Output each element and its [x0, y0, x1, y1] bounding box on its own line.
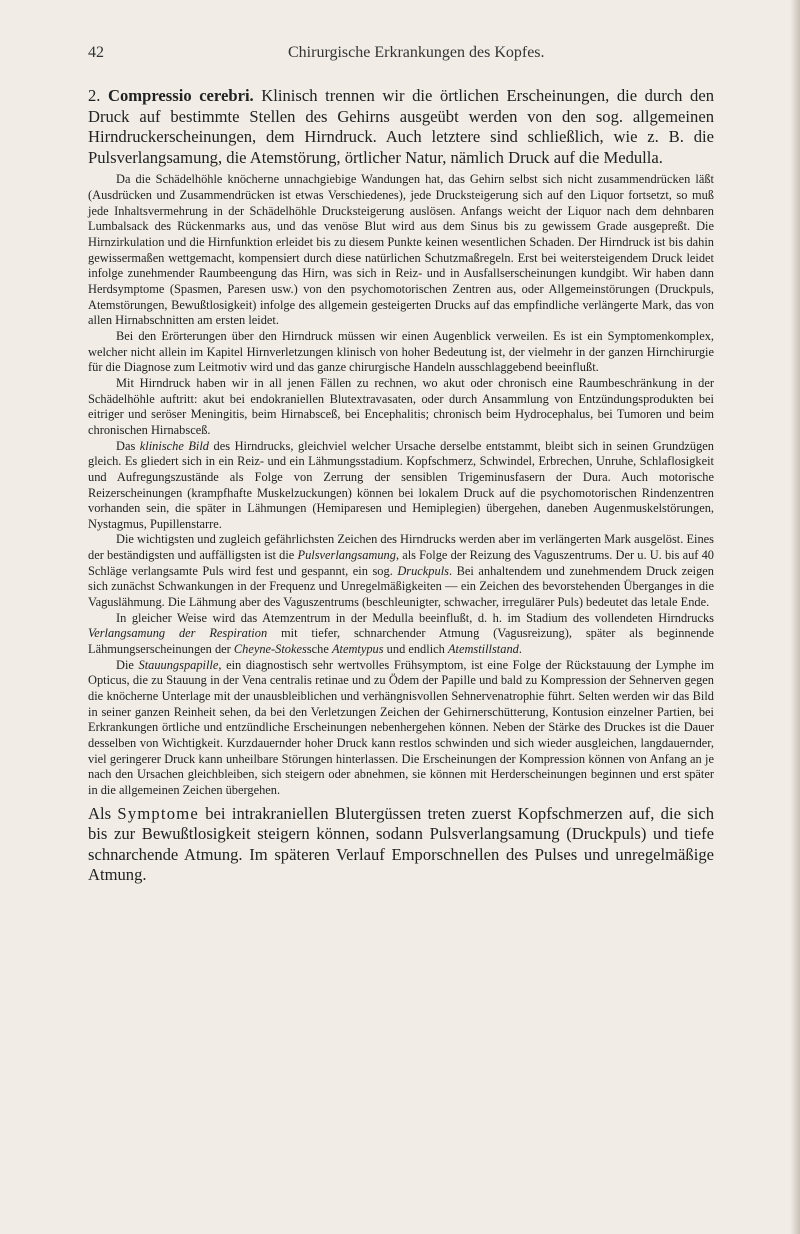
p5-term-pulsverlangsamung: Pulsverlangsamung [297, 548, 396, 563]
closing-lead: Als [88, 803, 118, 823]
p6-b: mit tiefer, schnarchender Atmung (Vagusreizung), später als beginnende Lähmungserscheinungen der [88, 626, 714, 657]
page-number: 42 [88, 44, 104, 61]
p6-term-cheyne-stokes: Cheyne-Stokes [233, 642, 307, 657]
section-intro-paragraph [88, 86, 714, 168]
small-print-block [88, 172, 714, 798]
p6-term-atemtypus: Atemtypus [331, 642, 384, 657]
p5-term-druckpuls: Druckpuls [397, 563, 449, 578]
section-intro-text: Klinisch trennen wir die örtlichen Erscheinungen, die durch den Druck auf bestimmte Stellen des Gehirns ausgeübt werden von den sog. allgemeinen Hirndruckerscheinungen, dem Hirndruck. Auch letztere sind schließlich, wie z. B. die Pulsverlangsamung, die Atemstörung, örtlicher Natur, nämlich Druck auf die Medulla. [88, 86, 714, 167]
paragraph-2: Bei den Erörterungen über den Hirndruck müssen wir einen Augenblick verweilen. Es ist ein Symptomenkomplex, welcher nicht allein im Kapitel Hirnverletzungen klinisch von hoher Bedeutung ist, der vielmehr in der ganzen Hirnchirurgie für die Diagnose zum Leitmotiv wird und das ganze chirurgische Handeln ausschlaggebend beeinflußt. [88, 328, 714, 375]
p6-c: und endlich [383, 642, 448, 657]
running-title: Chirurgische Erkrankungen des Kopfes. [288, 44, 545, 61]
p7-b: , ein diagnostisch sehr wertvolles Frühsymptom, ist eine Folge der Rückstauung der Lymphe im Opticus, die zu Stauung in der Vena centralis retinae und zu Ödem der Papille und bald zu Kompression der Sehnerven gegen die knöcherne Unterlage mit der unausbleiblichen und verhängnisvollen Sehnervenatrophie führt. Selten werden wir das Bild in seiner ganzen Reinheit sehen, da bei den Verletzungen Zeichen der Gehirnerschütterung, Kontusion einzelner Partien, bei Erkrankungen örtliche und entzündliche Erscheinungen nebenhergehen können. Neben der Stärke des Druckes ist die Dauer desselben von Wichtigkeit. Kurzdauernder hoher Druck kann restlos schwinden und sich wieder ausgleichen, langdauernder, viel geringerer Druck kann unheilbare Störungen hinterlassen. Die Erscheinungen der Kompression können von Anfang an je nach den Ursachen gleichbleiben, sich steigern oder abnehmen, sie können mit Herderscheinungen beginnen und erst später in die allgemeinen Zeichen übergehen. [88, 657, 714, 797]
p7-a: Die [116, 657, 139, 672]
page-content [88, 86, 714, 886]
closing-rest: bei intrakraniellen Blutergüssen treten zuerst Kopfschmerzen auf, die sich bis zur Bewußtlosigkeit steigern können, sodann Pulsverlangsamung (Druckpuls) und tiefe schnarchende Atmung. Im späteren Verlauf Emporschnellen des Pulses und unregelmäßige Atmung. [88, 803, 714, 885]
p7-term-stauungspapille: Stauungspapille [138, 657, 219, 672]
p6-a: In gleicher Weise wird das Atemzentrum in der Medulla beeinflußt, d. h. im Stadium des vollendeten Hirndrucks [116, 610, 714, 625]
p6-term-atemstillstand: Atemstillstand [447, 642, 519, 657]
p5-b: , als Folge der Reizung des Vaguszentrums. Der u. U. bis auf 40 Schläge verlangsamte Puls wird fest und gespannt, ein sog. [88, 548, 714, 578]
closing-paragraph [88, 804, 714, 886]
p4-rest: des Hirndrucks, gleichviel welcher Ursache derselbe entstammt, bleibt sich in seinen Grundzügen gleich. Es gliedert sich in ein Reiz- und ein Lähmungsstadium. Kopfschmerz, Schwindel, Erbrechen, Unruhe, Schlaflosigkeit und Aufregungszustände als Folge von Zerrung der sensiblen Trigeminusfasern der Dura. Auch motorische Reizerscheinungen (krampfhafte Muskelzuckungen) können bei lokalem Druck auf die psychomotorischen Rindenzentren vorhanden sein, die später in Lähmungen (Hemiparesen und Hemiplegien) übergehen, daneben Augenmuskelstörungen, Nystagmus, Pupillenstarre. [88, 438, 714, 531]
paragraph-7 [88, 658, 714, 799]
p6-term-sche: sche [306, 642, 332, 657]
p6-d: . [518, 642, 522, 657]
paragraph-3: Mit Hirndruck haben wir in all jenen Fällen zu rechnen, wo akut oder chronisch eine Raumbeschränkung in der Schädelhöhle auftritt: akut bei endokraniellen Blutextravasaten, oder durch Ansammlung von Entzündungsprodukten bei eitriger und seröser Meningitis, beim Hirnabsceß, bei Encephalitis; chronisch beim Hydrocephalus, bei Tumoren und beim chronischen Hirnabsceß. [88, 375, 714, 437]
p4-lead: Das [116, 438, 140, 453]
closing-term-symptome: Symptome [117, 803, 199, 823]
paragraph-4 [88, 439, 714, 533]
paragraph-6 [88, 611, 714, 658]
paragraph-1: Da die Schädelhöhle knöcherne unnachgiebige Wandungen hat, das Gehirn selbst sich nicht zusammendrücken läßt (Ausdrücken und Zusammendrücken ist etwas Verschiedenes), jede Drucksteigerung sich auf den Liquor fortsetzt, so muß jede Inhaltsvermehrung in der Schädelhöhle Drucksteigerung auslösen. Anfangs weicht der Liquor nach dem dehnbaren Lumbalsack des Rückenmarks aus, und das venöse Blut wird aus dem Sinus bis zu gewissem Grade ausgepreßt. Die Hirnzirkulation und die Hirnfunktion erleidet bis zu diesem Punkte keinen wesentlichen Schaden. Der Hirndruck ist bis dahin gewissermaßen wettgemacht, kompensiert durch diese natürlichen Schutzmaßregeln. Erst bei weitersteigendem Druck leidet infolge zunehmender Raumbeengung das Hirn, was sich in Reiz- und in Ausfallserscheinungen kundgibt. Wir haben dann Herdsymptome (Spasmen, Paresen usw.) von den psychomotorischen Zentren aus, oder Allgemeinstörungen (Druckpuls, Atemstörungen, Bewußtlosigkeit) infolge des allgemein gesteigerten Drucks auf das empfindliche verlängerte Mark, das von allen Hirnabschnitten am ersten leidet. [88, 172, 714, 328]
page-header [88, 44, 714, 66]
section-heading: Compressio cerebri. [108, 86, 254, 105]
page-edge-shadow [790, 0, 800, 1234]
p6-term-verlangsamung: Verlangsamung der Respiration [88, 626, 268, 641]
section-number: 2. [88, 86, 101, 105]
paragraph-5 [88, 532, 714, 610]
p4-term: klinische Bild [139, 438, 210, 453]
p5-a: Die wichtigsten und zugleich gefährlichsten Zeichen des Hirndrucks werden aber im verlängerten Mark ausgelöst. Eines der beständigsten und auffälligsten ist die [88, 532, 714, 563]
p5-c: . Bei anhaltendem und zunehmendem Druck zeigen sich zunächst Schwankungen in der Frequenz und Unregelmäßigkeiten — ein Zeichen des bevorstehenden Überganges in die Vaguslähmung. Die Lähmung aber des Vaguszentrums (beschleunigter, schwacher, irregulärer Puls) bedeutet das letale Ende. [88, 563, 714, 610]
